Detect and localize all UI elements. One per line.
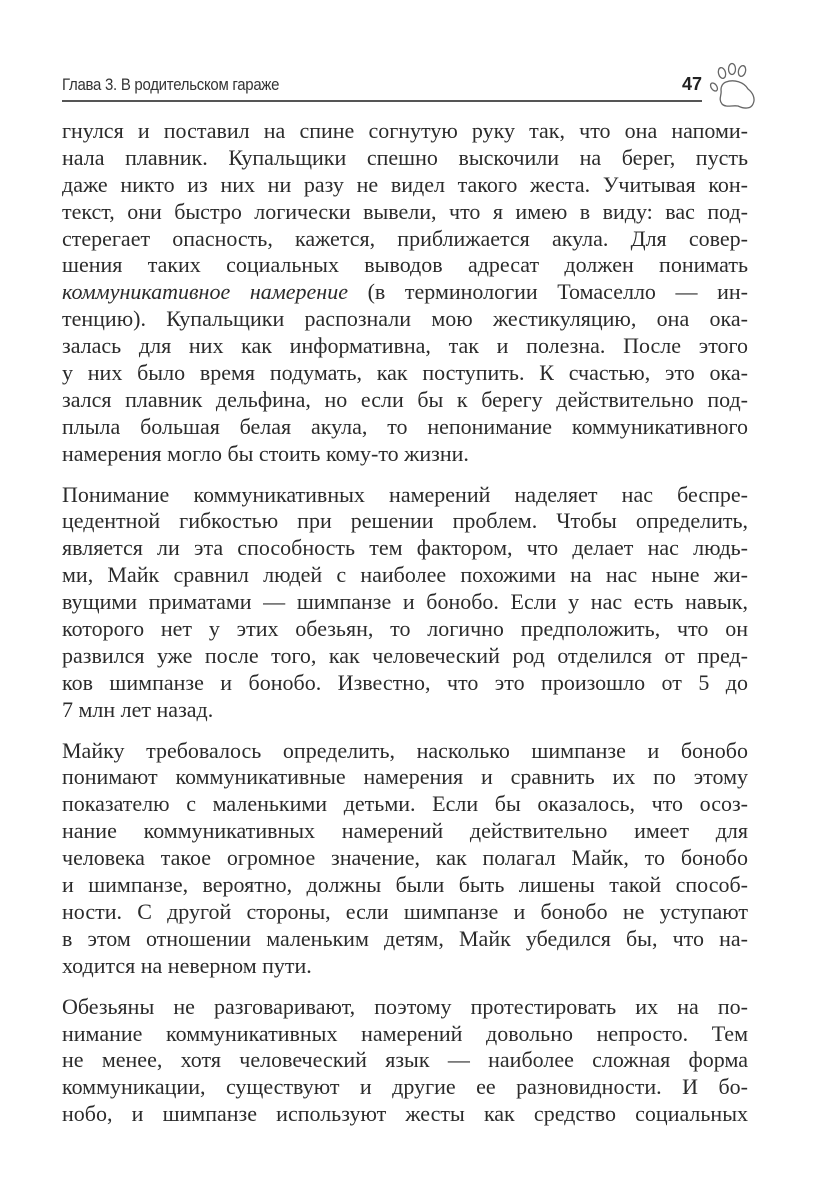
text-line: и шимпанзе, вероятно, должны были быть лишены такой способ-	[62, 872, 748, 898]
text-line: плыла большая белая акула, то непонимание коммуникативного	[62, 413, 748, 439]
text-line: является ли эта способность тем фактором, что делает нас людь-	[62, 535, 748, 561]
chapter-title: Глава 3. В родительском гараже	[62, 75, 280, 94]
text-line: которого нет у этих обезьян, то логично предположить, что он	[62, 616, 748, 642]
text-line: Понимание коммуникативных намерений наделяет нас беспре-	[62, 481, 748, 507]
running-header	[62, 68, 702, 102]
paragraph	[62, 994, 748, 1128]
text-line: понимают коммуникативные намерения и сравнить их по этому	[62, 764, 748, 790]
italic-term: коммуникативное намерение	[62, 279, 348, 305]
text-line: залась для них как информативна, так и полезна. После этого	[62, 333, 748, 359]
text-line: ности. С другой стороны, если шимпанзе и бонобо не уступают	[62, 898, 748, 924]
text-line: даже никто из них ни разу не видел такого жеста. Учитывая кон-	[62, 171, 748, 197]
text-line: ходится на неверном пути.	[62, 952, 312, 978]
text-line: развился уже после того, как человеческий род отделился от пред-	[62, 642, 748, 668]
text-line: ков шимпанзе и бонобо. Известно, что это произошло от 5 до	[62, 669, 748, 695]
text-line: текст, они быстро логически вывели, что я имею в виду: вас под-	[62, 198, 748, 224]
text-fragment: (в терминологии Томаселло — ин-	[348, 279, 748, 305]
text-line: нала плавник. Купальщики спешно выскочили на берег, пусть	[62, 144, 748, 170]
text-line: ми, Майк сравнил людей с наиболее похожими на нас ныне жи-	[62, 562, 748, 588]
text-line: показателю с маленькими детьми. Если бы оказалось, что осоз-	[62, 791, 748, 817]
text-line: нобо, и шимпанзе используют жесты как средство социальных	[62, 1101, 748, 1127]
page-number: 47	[681, 74, 702, 94]
text-line: цедентной гибкостью при решении проблем. Чтобы определить,	[62, 508, 748, 534]
text-line: у них было время подумать, как поступить. К счастью, это ока-	[62, 360, 748, 386]
text-line	[62, 279, 748, 306]
text-line: зался плавник дельфина, но если бы к берегу действительно под-	[62, 386, 748, 412]
page-body	[62, 118, 748, 1142]
text-line: Обезьяны не разговаривают, поэтому протестировать их на по-	[62, 993, 748, 1019]
text-line: вущими приматами — шимпанзе и бонобо. Если у нас есть навык,	[62, 589, 748, 615]
text-line: не менее, хотя человеческий язык — наиболее сложная форма	[62, 1047, 748, 1073]
text-line: Майку требовалось определить, насколько шимпанзе и бонобо	[62, 737, 748, 763]
text-line: стерегает опасность, кажется, приближается акула. Для совер-	[62, 225, 748, 251]
text-line: нимание коммуникативных намерений довольно непросто. Тем	[62, 1020, 748, 1046]
text-line: намерения могло бы стоить кому-то жизни.	[62, 440, 469, 466]
text-line: коммуникации, существуют и другие ее разновидности. И бо-	[62, 1074, 748, 1100]
text-line: тенцию). Купальщики распознали мою жестикуляцию, она ока-	[62, 306, 748, 332]
text-line: человека такое огромное значение, как полагал Майк, то бонобо	[62, 845, 748, 871]
paragraph	[62, 118, 748, 468]
text-line: 7 млн лет назад.	[62, 696, 214, 722]
text-line: нание коммуникативных намерений действительно имеет для	[62, 818, 748, 844]
paw-print-icon	[708, 62, 762, 112]
paragraph	[62, 738, 748, 980]
text-line: шения таких социальных выводов адресат должен понимать	[62, 252, 748, 278]
text-line: в этом отношении маленьким детям, Майк убедился бы, что на-	[62, 925, 748, 951]
text-line: гнулся и поставил на спине согнутую руку так, что она напоми-	[62, 118, 748, 143]
paragraph	[62, 482, 748, 724]
